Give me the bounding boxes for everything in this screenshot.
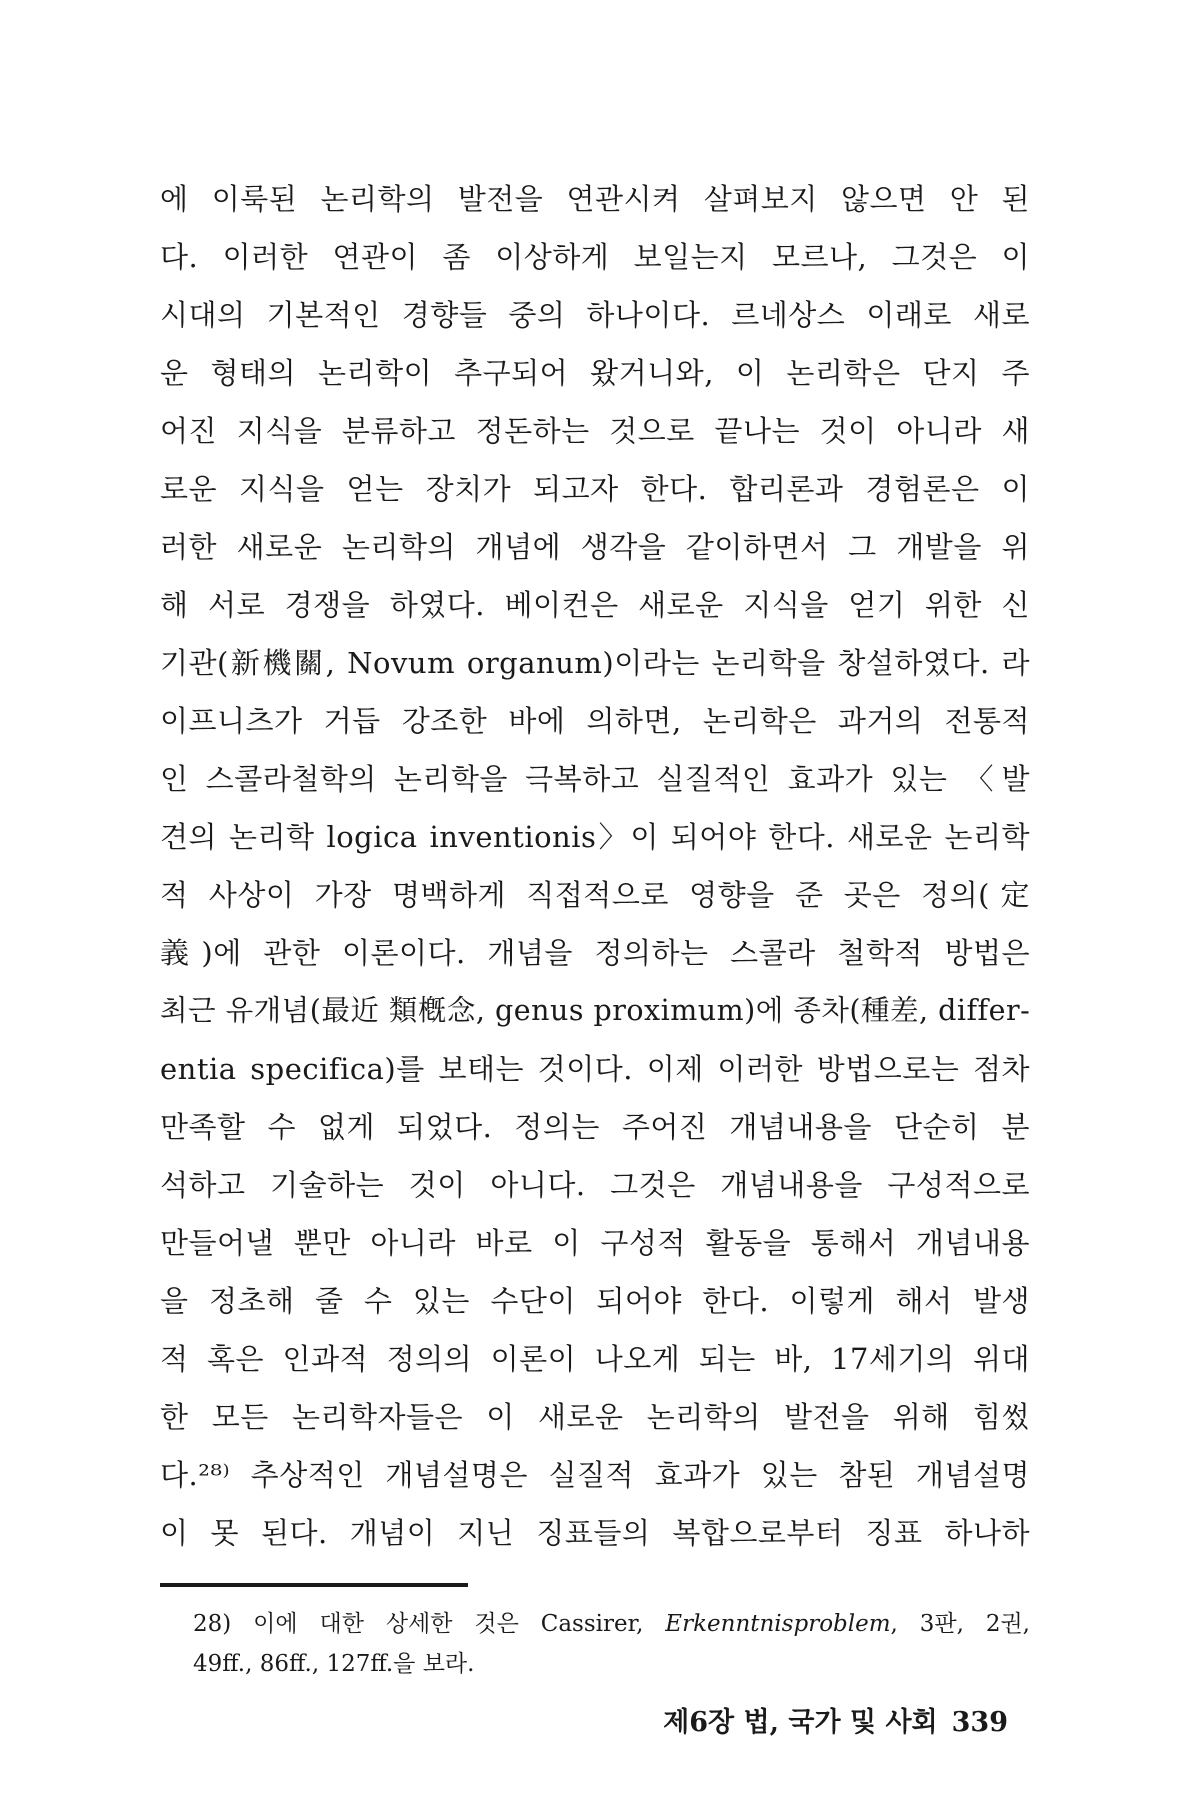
footnote-28-tail: , 3판, 2권, [890,1611,1030,1637]
running-footer [663,1700,1008,1739]
body-line: 최근 유개념(最近 類槪念, genus proximum)에 종차(種差, differ- [160,994,1030,1027]
footnote-28-line-2: 49ff., 86ff., 127ff.을 보라. [193,1651,475,1677]
body-line: 운 형태의 논리학이 추구되어 왔거니와, 이 논리학은 단지 주 [160,356,1030,390]
footnote-28-lead: 28) 이에 대한 상세한 것은 Cassirer, [193,1611,666,1637]
body-line: 만들어낼 뿐만 아니라 바로 이 구성적 활동을 통해서 개념내용 [160,1226,1030,1260]
footnote-28-line-1 [193,1604,1030,1644]
page-number: 339 [951,1707,1008,1738]
body-line: 이프니츠가 거듭 강조한 바에 의하면, 논리학은 과거의 전통적 [160,704,1030,738]
body-line: 한 모든 논리학자들은 이 새로운 논리학의 발전을 위해 힘썼 [160,1400,1030,1434]
body-text [160,170,1030,1562]
body-line: 어진 지식을 분류하고 정돈하는 것으로 끝나는 것이 아니라 새 [160,414,1030,448]
footnote-28-book-title: Erkenntnisproblem [665,1611,891,1637]
body-line: 만족할 수 없게 되었다. 정의는 주어진 개념내용을 단순히 분 [160,1110,1030,1144]
footnote-separator [160,1583,468,1587]
body-line: 이 못 된다. 개념이 지닌 징표들의 복합으로부터 징표 하나하 [160,1516,1030,1550]
body-line: 기관(新機關, Novum organum)이라는 논리학을 창설하였다. 라 [160,646,1030,680]
body-line: 다.²⁸⁾ 추상적인 개념설명은 실질적 효과가 있는 참된 개념설명 [160,1458,1030,1492]
body-line: 로운 지식을 얻는 장치가 되고자 한다. 합리론과 경험론은 이 [160,472,1030,506]
chapter-title: 제6장 법, 국가 및 사회 [663,1707,938,1738]
body-line: 적 사상이 가장 명백하게 직접적으로 영향을 준 곳은 정의(定 [160,878,1030,912]
body-line: 해 서로 경쟁을 하였다. 베이컨은 새로운 지식을 얻기 위한 신 [160,588,1030,622]
body-line: 시대의 기본적인 경향들 중의 하나이다. 르네상스 이래로 새로 [160,298,1030,332]
body-line: 러한 새로운 논리학의 개념에 생각을 같이하면서 그 개발을 위 [160,530,1030,564]
footnotes [193,1604,1030,1684]
body-line: 인 스콜라철학의 논리학을 극복하고 실질적인 효과가 있는 〈발 [160,762,1030,796]
body-line: 을 정초해 줄 수 있는 수단이 되어야 한다. 이렇게 해서 발생 [160,1284,1030,1318]
body-line: 에 이룩된 논리학의 발전을 연관시켜 살펴보지 않으면 안 된 [160,182,1030,216]
body-line: 적 혹은 인과적 정의의 이론이 나오게 되는 바, 17세기의 위대 [160,1342,1030,1376]
body-line: entia specifica)를 보태는 것이다. 이제 이러한 방법으로는 점차 [160,1052,1030,1086]
body-line: 견의 논리학 logica inventionis〉이 되어야 한다. 새로운 논리학 [160,820,1030,854]
body-line: 다. 이러한 연관이 좀 이상하게 보일는지 모르나, 그것은 이 [160,240,1030,274]
body-line: 석하고 기술하는 것이 아니다. 그것은 개념내용을 구성적으로 [160,1168,1030,1202]
body-line: 義)에 관한 이론이다. 개념을 정의하는 스콜라 철학적 방법은 [160,936,1030,970]
